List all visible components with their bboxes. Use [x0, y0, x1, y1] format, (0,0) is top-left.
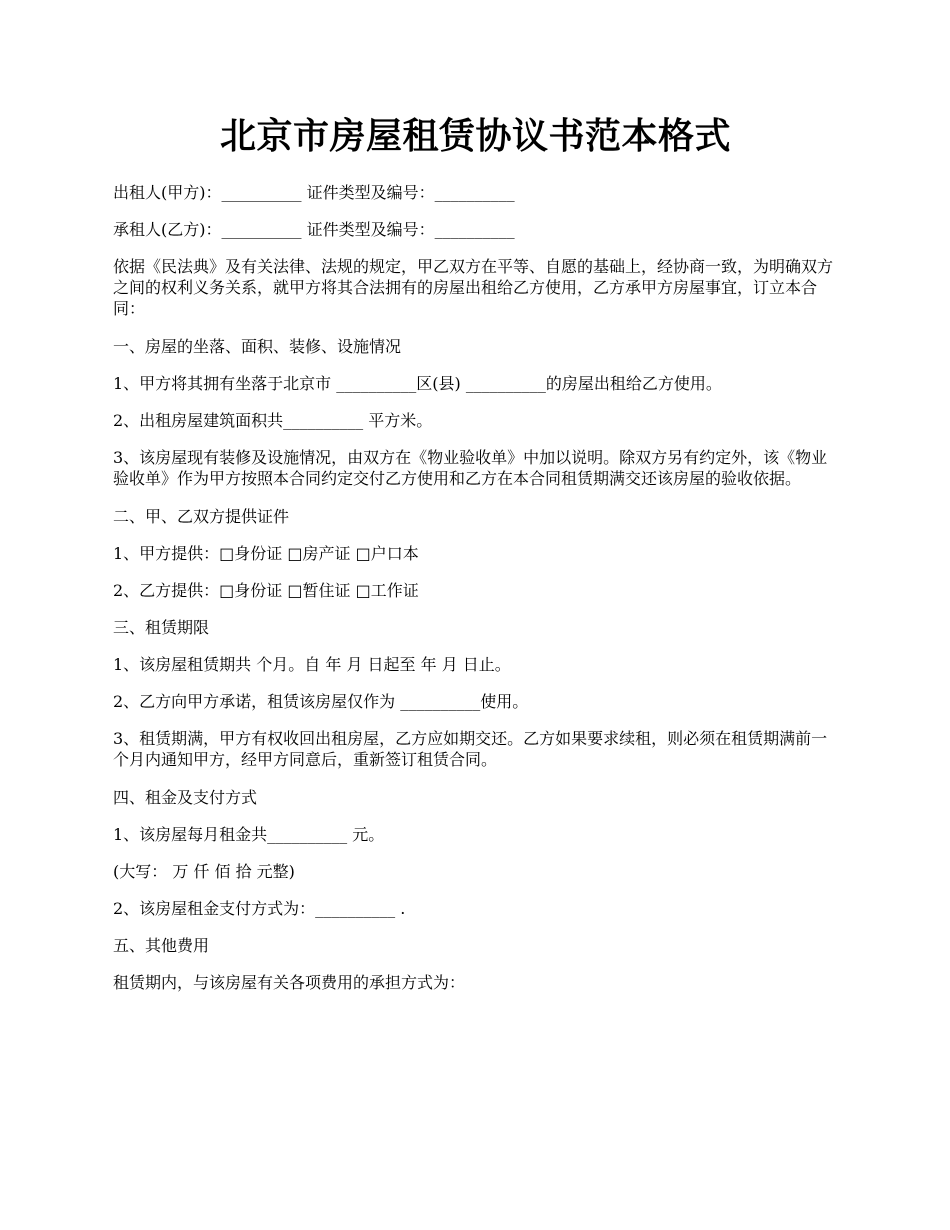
section-heading-1: 一、房屋的坐落、面积、装修、设施情况 — [113, 337, 402, 356]
clause-4-1-uppercase: (大写： 万 仟 佰 拾 元整) — [113, 862, 295, 881]
clause-3-1: 1、该房屋租赁期共 个月。自 年 月 日起至 年 月 日止。 — [113, 655, 511, 674]
clause-2-1: 1、甲方提供：□身份证 □房产证 □户口本 — [113, 544, 419, 563]
clause-3-2: 2、乙方向甲方承诺，租赁该房屋仅作为 __________使用。 — [113, 692, 529, 711]
preamble-paragraph: 依据《民法典》及有关法律、法规的规定，甲乙双方在平等、自愿的基础上，经协商一致，为明确双方之间的权利义务关系，就甲方将其合法拥有的房屋出租给乙方使用，乙方承甲方房屋事宜，订立本合同： — [113, 257, 834, 318]
document-title: 北京市房屋租赁协议书范本格式 — [219, 115, 731, 157]
section-heading-4: 四、租金及支付方式 — [113, 788, 258, 807]
section-heading-3: 三、租赁期限 — [113, 618, 210, 637]
lessee-line: 承租人(乙方)：__________ 证件类型及编号：__________ — [113, 220, 515, 239]
clause-4-2: 2、该房屋租金支付方式为：__________ . — [113, 899, 406, 918]
section-heading-5: 五、其他费用 — [113, 936, 210, 955]
clause-1-1: 1、甲方将其拥有坐落于北京市 __________区(县) __________的房屋出租给乙方使用。 — [113, 374, 722, 393]
clause-3-3: 3、租赁期满，甲方有权收回出租房屋，乙方应如期交还。乙方如果要求续租，则必须在租赁期满前一个月内通知甲方，经甲方同意后，重新签订租赁合同。 — [113, 729, 828, 769]
clause-4-1: 1、该房屋每月租金共__________ 元。 — [113, 825, 385, 844]
clause-2-2: 2、乙方提供：□身份证 □暂住证 □工作证 — [113, 581, 419, 600]
lessor-line: 出租人(甲方)：__________ 证件类型及编号：__________ — [113, 183, 515, 202]
clause-1-2: 2、出租房屋建筑面积共__________ 平方米。 — [113, 411, 433, 430]
clause-5-intro: 租赁期内，与该房屋有关各项费用的承担方式为： — [113, 973, 466, 992]
clause-1-3: 3、该房屋现有装修及设施情况，由双方在《物业验收单》中加以说明。除双方另有约定外，该《物业验收单》作为甲方按照本合同约定交付乙方使用和乙方在本合同租赁期满交还该房屋的验收依据。 — [113, 448, 828, 488]
section-heading-2: 二、甲、乙双方提供证件 — [113, 507, 290, 526]
